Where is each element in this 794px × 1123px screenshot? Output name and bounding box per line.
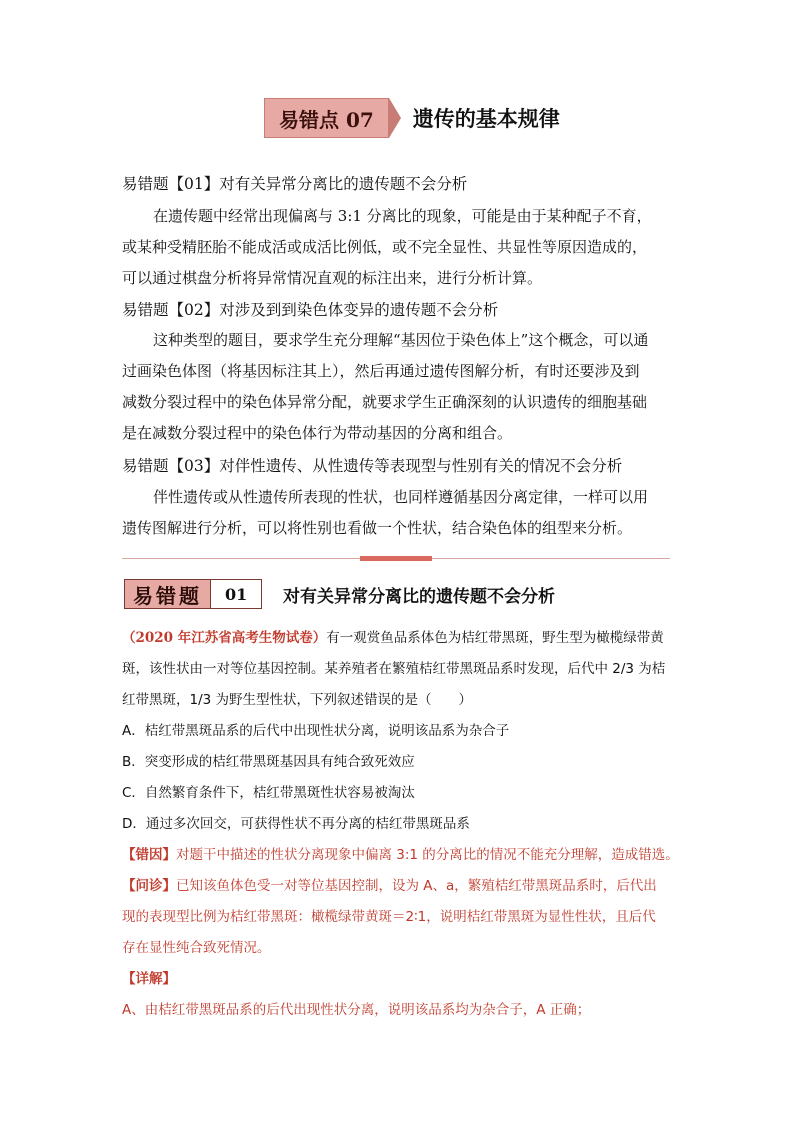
chevron-right-icon — [389, 98, 401, 138]
section-title: 对有关异常分离比的遗传题不会分析 — [283, 587, 555, 607]
diagnosis-line-2: 现的表现型比例为桔红带黑斑：橄榄绿带黄斑＝2∶1，说明桔红带黑斑为显性性状，且后代 — [122, 909, 656, 925]
detail-label: 【详解】 — [122, 971, 176, 987]
summary-1-line-3: 可以通过棋盘分析将异常情况直观的标注出来，进行分析计算。 — [122, 269, 543, 287]
diagnosis-line-3: 存在显性纯合致死情况。 — [122, 940, 271, 956]
diagnosis-line-1 — [122, 871, 682, 902]
question-stem-line-2: 斑，该性状由一对等位基因控制。某养殖者在繁殖桔红带黑斑品系时发现，后代中 2/3 为桔 — [122, 661, 666, 677]
summary-2-line-2: 过画染色体图（将基因标注其上），然后再通过遗传图解分析，有时还要涉及到 — [122, 362, 640, 380]
summary-heading-1: 易错题【01】对有关异常分离比的遗传题不会分析 — [122, 175, 468, 193]
summary-1-line-2: 或某种受精胚胎不能成活或成活比例低，或不完全显性、共显性等原因造成的， — [122, 238, 648, 256]
question-stem-line-3: 红带黑斑，1/3 为野生型性状，下列叙述错误的是（ ） — [122, 692, 473, 708]
summary-2-line-3: 减数分裂过程中的染色体异常分配，就要求学生正确深刻的认识遗传的细胞基础 — [122, 393, 648, 411]
option-d: D．通过多次回交，可获得性状不再分离的桔红带黑斑品系 — [122, 816, 470, 832]
cause-line — [122, 840, 722, 871]
summary-heading-3: 易错题【03】对伴性遗传、从性遗传等表现型与性别有关的情况不会分析 — [122, 457, 623, 475]
section-label: 易错题 — [124, 579, 211, 609]
option-c: C．自然繁育条件下，桔红带黑斑性状容易被淘汰 — [122, 785, 415, 801]
divider-accent — [360, 556, 432, 561]
diagnosis-text-1: 已知该鱼体色受一对等位基因控制，设为 A、a，繁殖桔红带黑斑品系时，后代出 — [176, 878, 657, 894]
question-stem-1: 有一观赏鱼品系体色为桔红带黑斑，野生型为橄榄绿带黄 — [326, 630, 664, 646]
option-b: B．突变形成的桔红带黑斑基因具有纯合致死效应 — [122, 754, 415, 770]
detail-line-1: A、由桔红带黑斑品系的后代出现性状分离，说明该品系均为杂合子，A 正确； — [122, 1002, 591, 1018]
diagnosis-label: 【问诊】 — [122, 878, 176, 894]
summary-2-line-1: 这种类型的题目，要求学生充分理解“基因位于染色体上”这个概念，可以通 — [153, 331, 649, 349]
summary-3-line-2: 遗传图解进行分析，可以将性别也看做一个性状，结合染色体的组型来分析。 — [122, 519, 633, 537]
chapter-title: 遗传的基本规律 — [412, 106, 560, 131]
chapter-tag: 易错点 07 — [264, 98, 389, 138]
question-source: （2020 年江苏省高考生物试卷） — [122, 630, 327, 646]
question-stem-line-1 — [122, 623, 682, 654]
summary-3-line-1: 伴性遗传或从性遗传所表现的性状，也同样遵循基因分离定律，一样可以用 — [153, 488, 649, 506]
summary-1-line-1: 在遗传题中经常出现偏离与 3:1 分离比的现象，可能是由于某种配子不育， — [153, 207, 652, 225]
cause-label: 【错因】 — [122, 847, 176, 863]
section-number: 01 — [211, 579, 262, 609]
chapter-banner — [264, 98, 560, 138]
section-label-box — [124, 579, 262, 609]
option-a: A．桔红带黑斑品系的后代中出现性状分离，说明该品系为杂合子 — [122, 723, 510, 739]
summary-2-line-4: 是在减数分裂过程中的染色体行为带动基因的分离和组合。 — [122, 424, 513, 442]
cause-text: 对题干中描述的性状分离现象中偏离 3:1 的分离比的情况不能充分理解，造成错选。 — [176, 847, 679, 863]
summary-heading-2: 易错题【02】对涉及到到染色体变异的遗传题不会分析 — [122, 301, 499, 319]
